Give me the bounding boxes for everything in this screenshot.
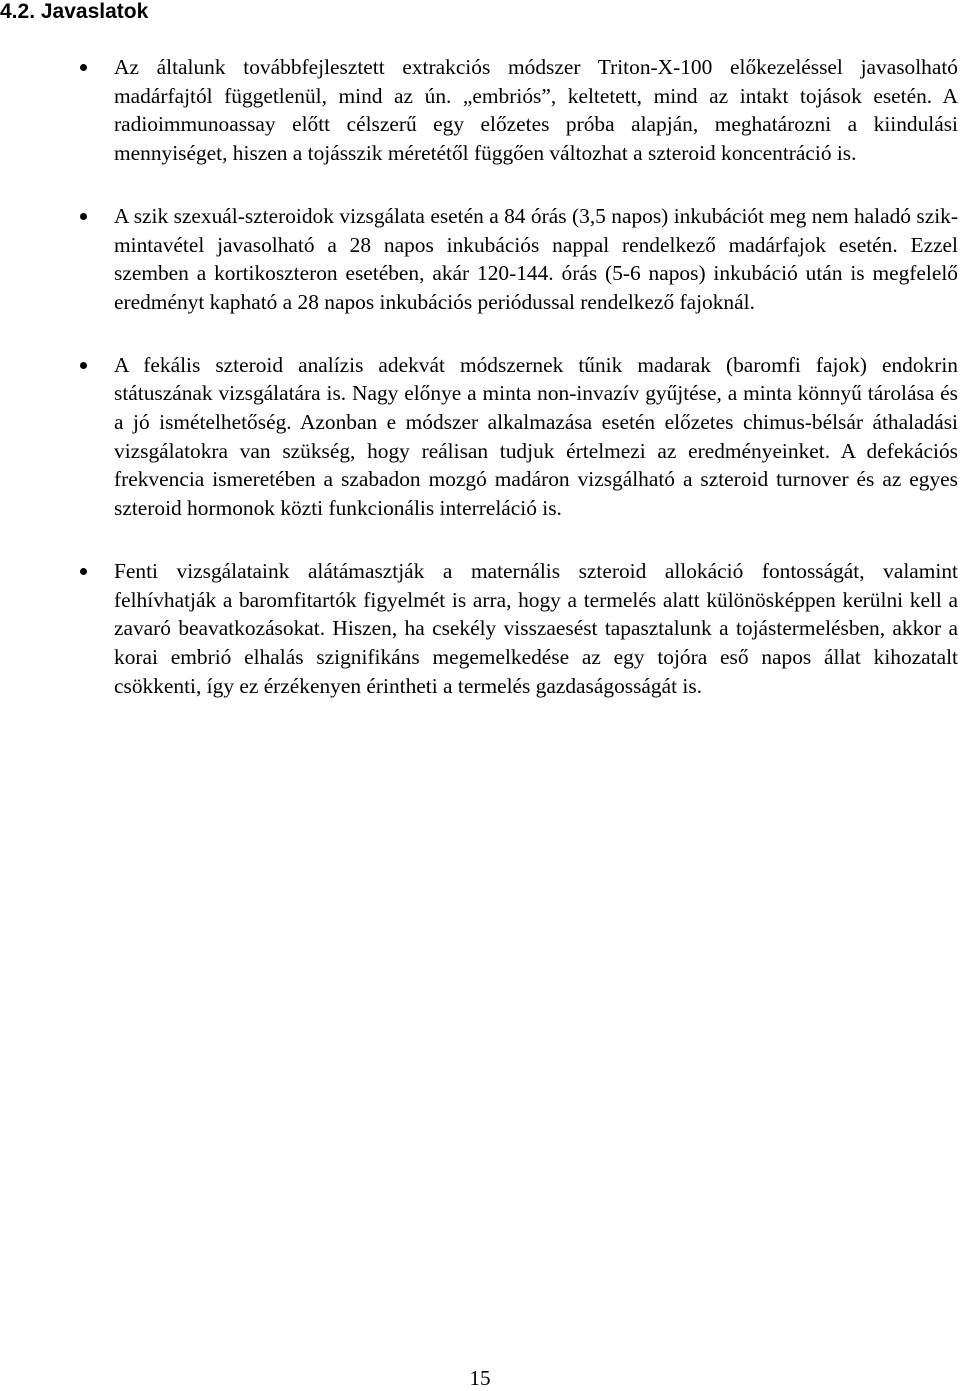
recommendation-list xyxy=(114,53,958,734)
list-item-text: Fenti vizsgálataink alátámasztják a maternális szteroid allokáció fontosságát, valamint felhívhatják a baromfitartók figyelmét is arra, hogy a termelés alatt különösképpen kerülni kell a zavaró beavatkozásokat. Hiszen, ha csekély visszaesést tapasztalunk a tojástermelésben, akkor a korai embrió elhalás szignifikáns megemelkedése az egy tojóra eső napos állat kihozatalt csökkenti, így ez érzékenyen érintheti a termelés gazdaságosságát is. xyxy=(114,558,958,698)
list-item xyxy=(114,202,958,317)
list-item-text: A fekális szteroid analízis adekvát módszernek tűnik madarak (baromfi fajok) endokrin státuszának vizsgálatára is. Nagy előnye a minta non-invazív gyűjtése, a minta könnyű tárolása és a jó ismételhetőség. Azonban e módszer alkalmazása esetén előzetes chimus-bélsár áthaladási vizsgálatokra van szükség, hogy reálisan tudjuk értelmezi az eredményeinket. A defekációs frekvencia ismeretében a szabadon mozgó madáron vizsgálható a szteroid turnover és az egyes szteroid hormonok közti funkcionális interreláció is. xyxy=(114,352,958,521)
section-heading: 4.2. Javaslatok xyxy=(0,0,149,23)
list-item-text: A szik szexuál-szteroidok vizsgálata esetén a 84 órás (3,5 napos) inkubációt meg nem haladó szik-mintavétel javasolható a 28 napos inkubációs nappal rendelkező madárfajok esetén. Ezzel szemben a kortikoszteron esetében, akár 120-144. órás (5-6 napos) inkubáció után is megfelelő eredményt kapható a 28 napos inkubációs periódussal rendelkező fajoknál. xyxy=(114,203,958,314)
page-number: 15 xyxy=(469,1366,491,1390)
bullet-icon xyxy=(80,64,87,71)
list-item xyxy=(114,351,958,523)
list-item xyxy=(114,557,958,701)
bullet-icon xyxy=(80,362,87,369)
list-item-text: Az általunk továbbfejlesztett extrakciós módszer Triton-X-100 előkezeléssel javasolható madárfajtól függetlenül, mind az ún. „embriós”, keltetett, mind az intakt tojások esetén. A radioimmunoassay előtt célszerű egy előzetes próba alapján, meghatározni a kiindulási mennyiséget, hiszen a tojásszik méretétől függően változhat a szteroid koncentráció is. xyxy=(114,55,958,166)
list-item xyxy=(114,53,958,168)
bullet-icon xyxy=(80,568,87,575)
bullet-icon xyxy=(80,213,87,220)
